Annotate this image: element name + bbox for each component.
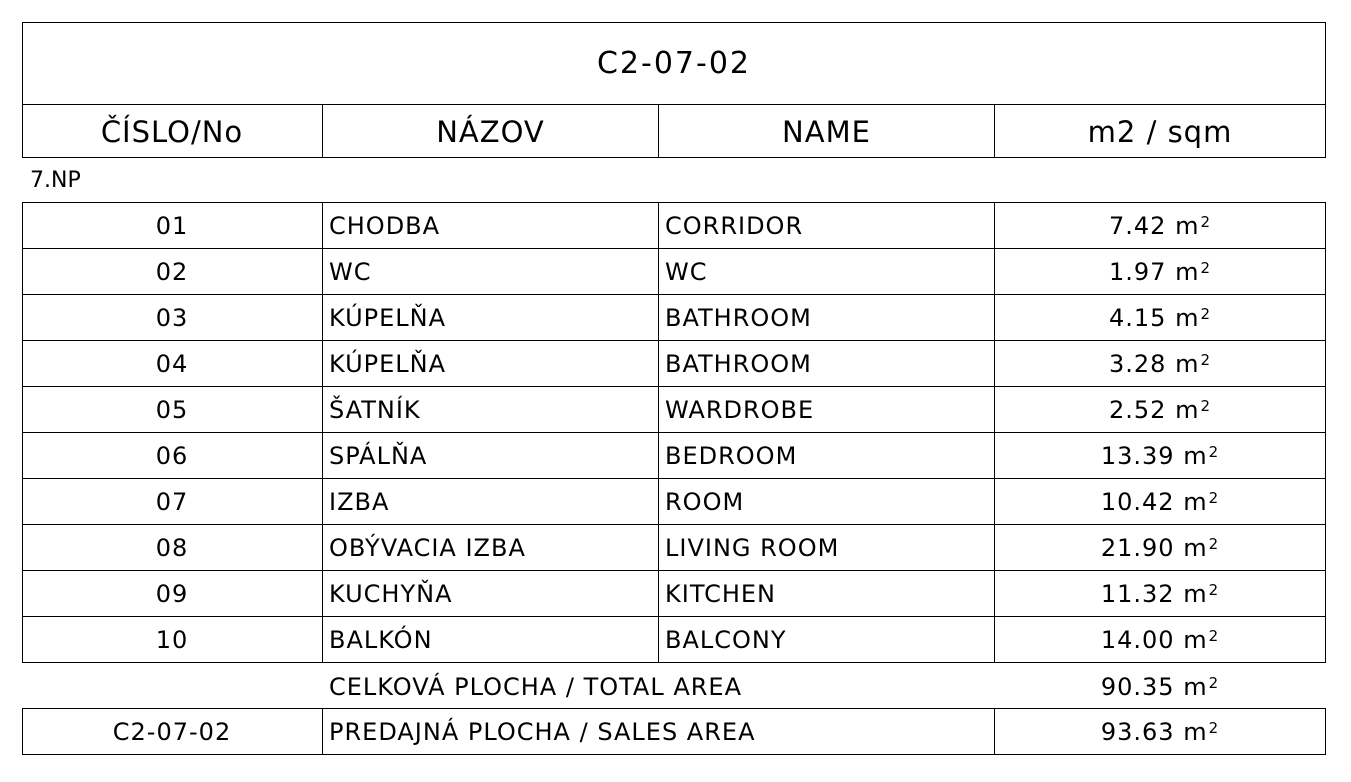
room-area-number: 2.52: [1108, 395, 1167, 424]
room-area: [995, 203, 1325, 248]
room-area: [995, 249, 1325, 294]
area-unit-exponent: 2: [1208, 580, 1220, 599]
room-name: WC: [665, 257, 708, 286]
room-area: [995, 433, 1325, 478]
room-name: KITCHEN: [665, 579, 776, 608]
area-unit: m: [1183, 533, 1208, 562]
room-nazov: KUCHYŇA: [329, 579, 453, 608]
area-unit: m: [1175, 211, 1200, 240]
room-number: 04: [155, 349, 189, 378]
room-area-number: 1.97: [1108, 257, 1167, 286]
room-nazov: ŠATNÍK: [329, 395, 421, 424]
area-unit: m: [1183, 717, 1208, 746]
area-unit-exponent: 2: [1208, 442, 1220, 461]
room-area: [995, 341, 1325, 386]
room-name: BATHROOM: [665, 303, 812, 332]
area-unit: m: [1183, 673, 1208, 701]
total-area-number: 90.35: [1100, 673, 1175, 701]
room-number: 03: [155, 303, 189, 332]
room-area: [995, 387, 1325, 432]
area-unit: m: [1175, 257, 1200, 286]
room-number: 08: [155, 533, 189, 562]
room-area: [995, 479, 1325, 524]
sales-area-label: PREDAJNÁ PLOCHA / SALES AREA: [329, 717, 756, 746]
room-nazov: KÚPELŇA: [329, 303, 447, 332]
room-name: BEDROOM: [665, 441, 798, 470]
sales-area-value: [995, 709, 1325, 754]
sales-area-number: 93.63: [1100, 717, 1175, 746]
room-number: 09: [155, 579, 189, 608]
area-unit-exponent: 2: [1208, 488, 1220, 507]
room-name: WARDROBE: [665, 395, 815, 424]
room-area-number: 21.90: [1100, 533, 1175, 562]
area-unit-exponent: 2: [1200, 212, 1211, 231]
room-area: [995, 295, 1325, 340]
room-number: 05: [155, 395, 189, 424]
area-unit: m: [1175, 395, 1200, 424]
area-unit: m: [1183, 487, 1208, 516]
area-unit: m: [1175, 349, 1200, 378]
room-nazov: CHODBA: [329, 211, 441, 240]
room-nazov: BALKÓN: [329, 625, 433, 654]
sales-unit-code: C2-07-02: [112, 717, 232, 746]
room-area-number: 13.39: [1100, 441, 1175, 470]
room-area-number: 11.32: [1100, 579, 1175, 608]
room-name: ROOM: [665, 487, 745, 516]
room-area-number: 10.42: [1100, 487, 1175, 516]
room-area-number: 14.00: [1100, 625, 1175, 654]
room-number: 07: [155, 487, 189, 516]
room-number: 06: [155, 441, 189, 470]
room-area: [995, 571, 1325, 616]
room-area-number: 3.28: [1108, 349, 1167, 378]
header-name: NAME: [782, 114, 871, 149]
room-number: 02: [155, 257, 189, 286]
room-nazov: SPÁLŇA: [329, 441, 428, 470]
room-nazov: KÚPELŇA: [329, 349, 447, 378]
area-unit-exponent: 2: [1200, 304, 1211, 323]
area-unit-exponent: 2: [1200, 258, 1211, 277]
area-unit-exponent: 2: [1200, 396, 1211, 415]
total-area-value: [995, 664, 1325, 710]
room-name: LIVING ROOM: [665, 533, 840, 562]
area-unit-exponent: 2: [1208, 534, 1220, 553]
room-area: [995, 525, 1325, 570]
room-area-number: 4.15: [1108, 303, 1167, 332]
area-unit: m: [1183, 579, 1208, 608]
area-unit-exponent: 2: [1208, 674, 1220, 692]
floor-label: 7.NP: [30, 168, 81, 193]
room-nazov: OBÝVACIA IZBA: [329, 533, 526, 562]
header-nazov: NÁZOV: [436, 114, 545, 149]
total-area-label: CELKOVÁ PLOCHA / TOTAL AREA: [329, 673, 743, 701]
room-area-number: 7.42: [1108, 211, 1167, 240]
header-area: m2 / sqm: [1087, 114, 1233, 149]
room-area: [995, 617, 1325, 662]
room-number: 01: [155, 211, 189, 240]
area-unit: m: [1175, 303, 1200, 332]
room-nazov: WC: [329, 257, 372, 286]
area-unit-exponent: 2: [1208, 626, 1220, 645]
room-name: CORRIDOR: [665, 211, 804, 240]
area-unit: m: [1183, 625, 1208, 654]
area-unit-exponent: 2: [1200, 350, 1211, 369]
room-number: 10: [155, 625, 189, 654]
room-name: BATHROOM: [665, 349, 812, 378]
area-unit: m: [1183, 441, 1208, 470]
area-unit-exponent: 2: [1208, 718, 1220, 737]
room-name: BALCONY: [665, 625, 787, 654]
header-number: ČÍSLO/No: [100, 114, 244, 149]
room-nazov: IZBA: [329, 487, 390, 516]
schedule-title: C2-07-02: [596, 45, 752, 81]
